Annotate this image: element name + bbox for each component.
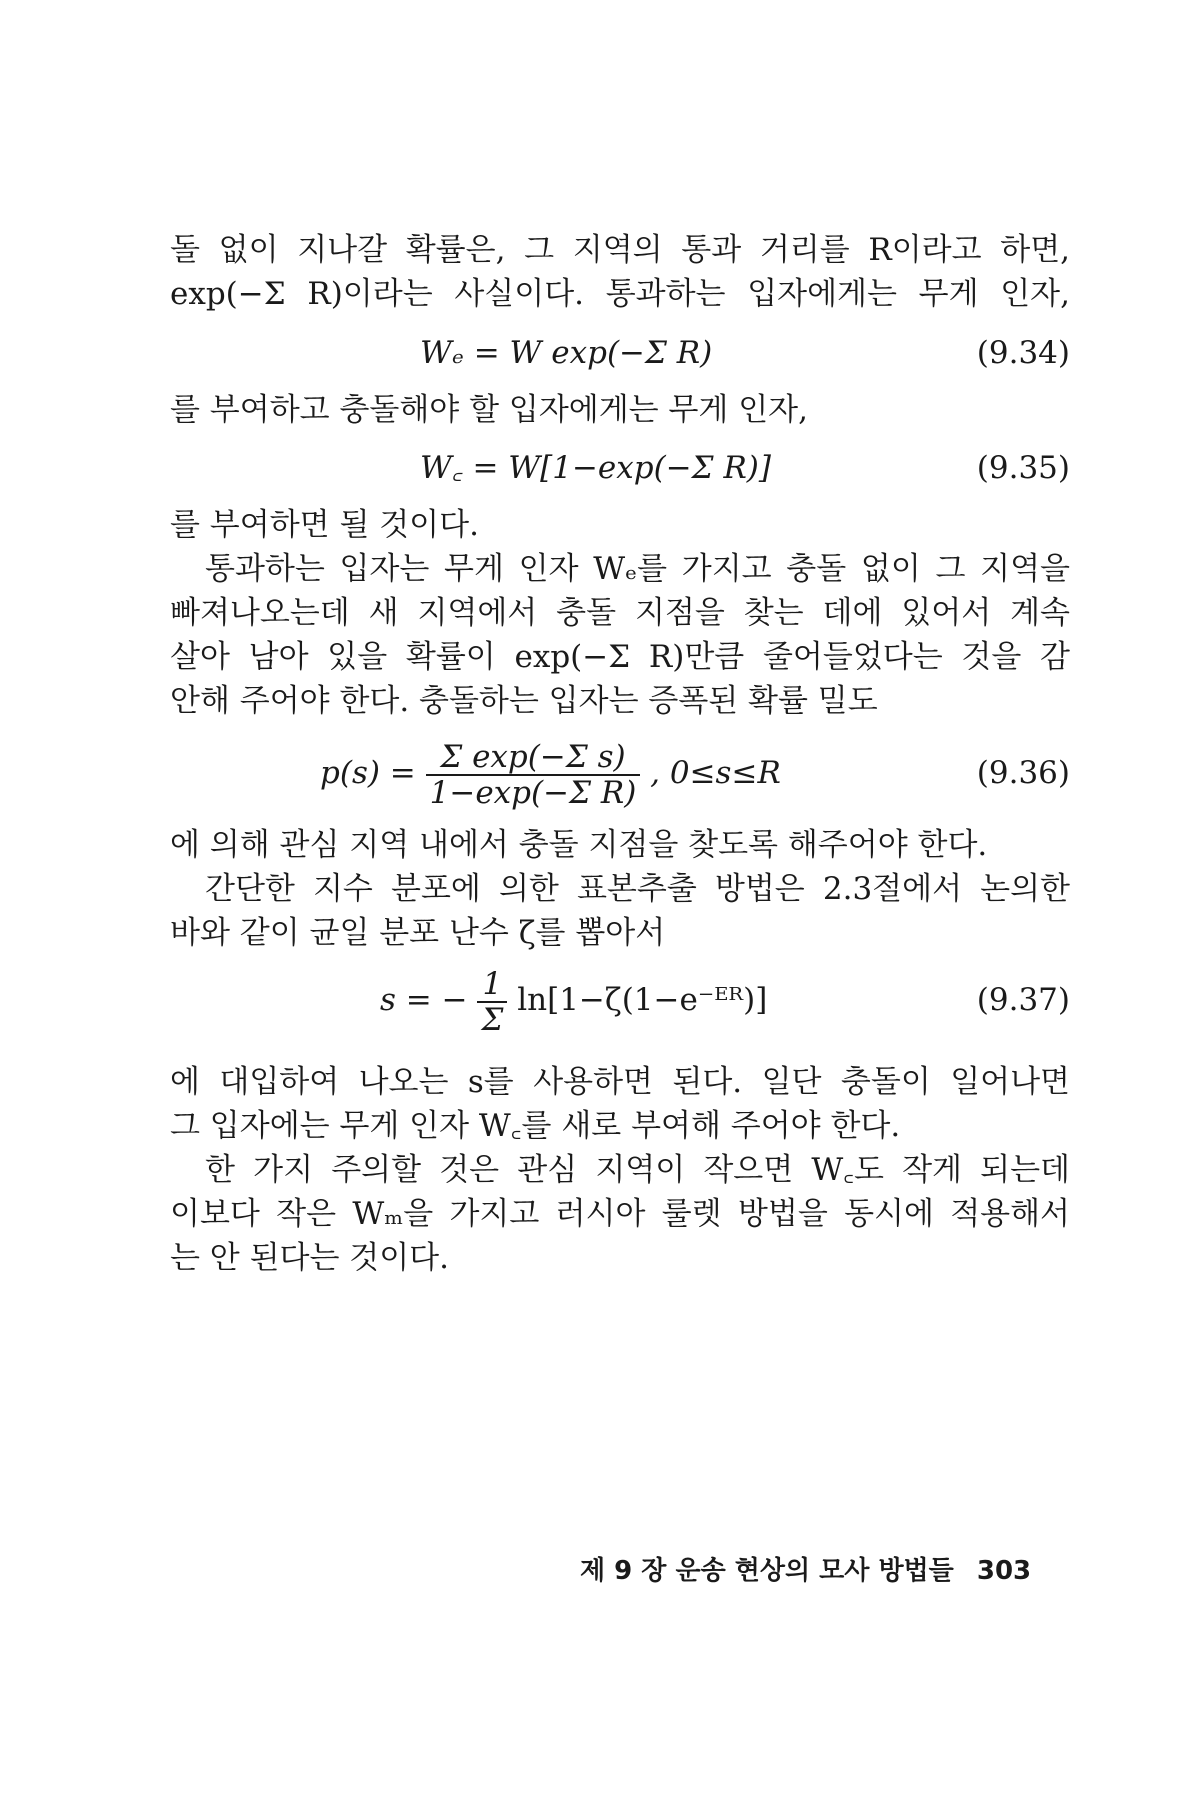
fraction-numerator: Σ exp(−Σ s)	[426, 740, 641, 776]
equation-9-37	[170, 960, 1070, 1040]
equation-number: (9.37)	[976, 982, 1070, 1018]
paragraph-line: 를 부여하면 될 것이다.	[170, 507, 479, 543]
equation-body: W꜀ = W[1−exp(−Σ R)]	[420, 450, 771, 486]
chapter-title: 제 9 장 운송 현상의 모사 방법들	[580, 1556, 954, 1586]
equation-body	[380, 960, 767, 1040]
paragraph-line: 에 대입하여 나오는 s를 사용하면 된다. 일단 충돌이 일어나면	[170, 1064, 1070, 1100]
paragraph-line: 돌 없이 지나갈 확률은, 그 지역의 통과 거리를 R이라고 하면,	[170, 232, 1070, 268]
paragraph-line: 통과하는 입자는 무게 인자 Wₑ를 가지고 충돌 없이 그 지역을	[205, 551, 1070, 587]
equation-9-34	[170, 323, 1070, 383]
fraction-numerator: 1	[477, 967, 507, 1003]
equation-prefix: s = −	[380, 982, 468, 1018]
equation-body	[320, 733, 781, 813]
paragraph-line: 바와 같이 균일 분포 난수 ζ를 뽑아서	[170, 915, 666, 951]
paragraph-line: 를 부여하고 충돌해야 할 입자에게는 무게 인자,	[170, 392, 808, 428]
paragraph-line: 는 안 된다는 것이다.	[170, 1240, 449, 1276]
paragraph-line: 간단한 지수 분포에 의한 표본추출 방법은 2.3절에서 논의한	[205, 871, 1070, 907]
equation-number: (9.35)	[976, 450, 1070, 486]
equation-condition: , 0≤s≤R	[650, 755, 781, 791]
paragraph-line: 그 입자에는 무게 인자 W꜀를 새로 부여해 주어야 한다.	[170, 1108, 901, 1144]
paragraph-line: 한 가지 주의할 것은 관심 지역이 작으면 W꜀도 작게 되는데	[205, 1152, 1070, 1188]
paragraph-line: 안해 주어야 한다. 충돌하는 입자는 증폭된 확률 밀도	[170, 683, 878, 719]
equation-number: (9.34)	[976, 335, 1070, 371]
equation-number: (9.36)	[976, 755, 1070, 791]
equation-log-term: ln[1−ζ(1−e⁻ᴱᴿ)]	[517, 982, 768, 1018]
equation-9-36	[170, 733, 1070, 813]
paragraph-line: 에 의해 관심 지역 내에서 충돌 지점을 찾도록 해주어야 한다.	[170, 827, 988, 863]
fraction-denominator: 1−exp(−Σ R)	[429, 774, 637, 811]
paragraph-line: 살아 남아 있을 확률이 exp(−Σ R)만큼 줄어들었다는 것을 감	[170, 639, 1070, 675]
equation-body: Wₑ = W exp(−Σ R)	[420, 335, 713, 371]
fraction	[477, 967, 507, 1037]
equation-9-35	[170, 438, 1070, 498]
paragraph-line: 이보다 작은 Wₘ을 가지고 러시아 룰렛 방법을 동시에 적용해서	[170, 1196, 1070, 1232]
fraction	[426, 740, 641, 810]
paragraph-line: exp(−Σ R)이라는 사실이다. 통과하는 입자에게는 무게 인자,	[170, 276, 1070, 312]
equation-prefix: p(s) =	[320, 755, 416, 791]
paragraph-line: 빠져나오는데 새 지역에서 충돌 지점을 찾는 데에 있어서 계속	[170, 595, 1070, 631]
page-footer	[580, 1550, 1031, 1587]
page-number: 303	[976, 1556, 1032, 1586]
fraction-denominator: Σ	[481, 1001, 504, 1038]
